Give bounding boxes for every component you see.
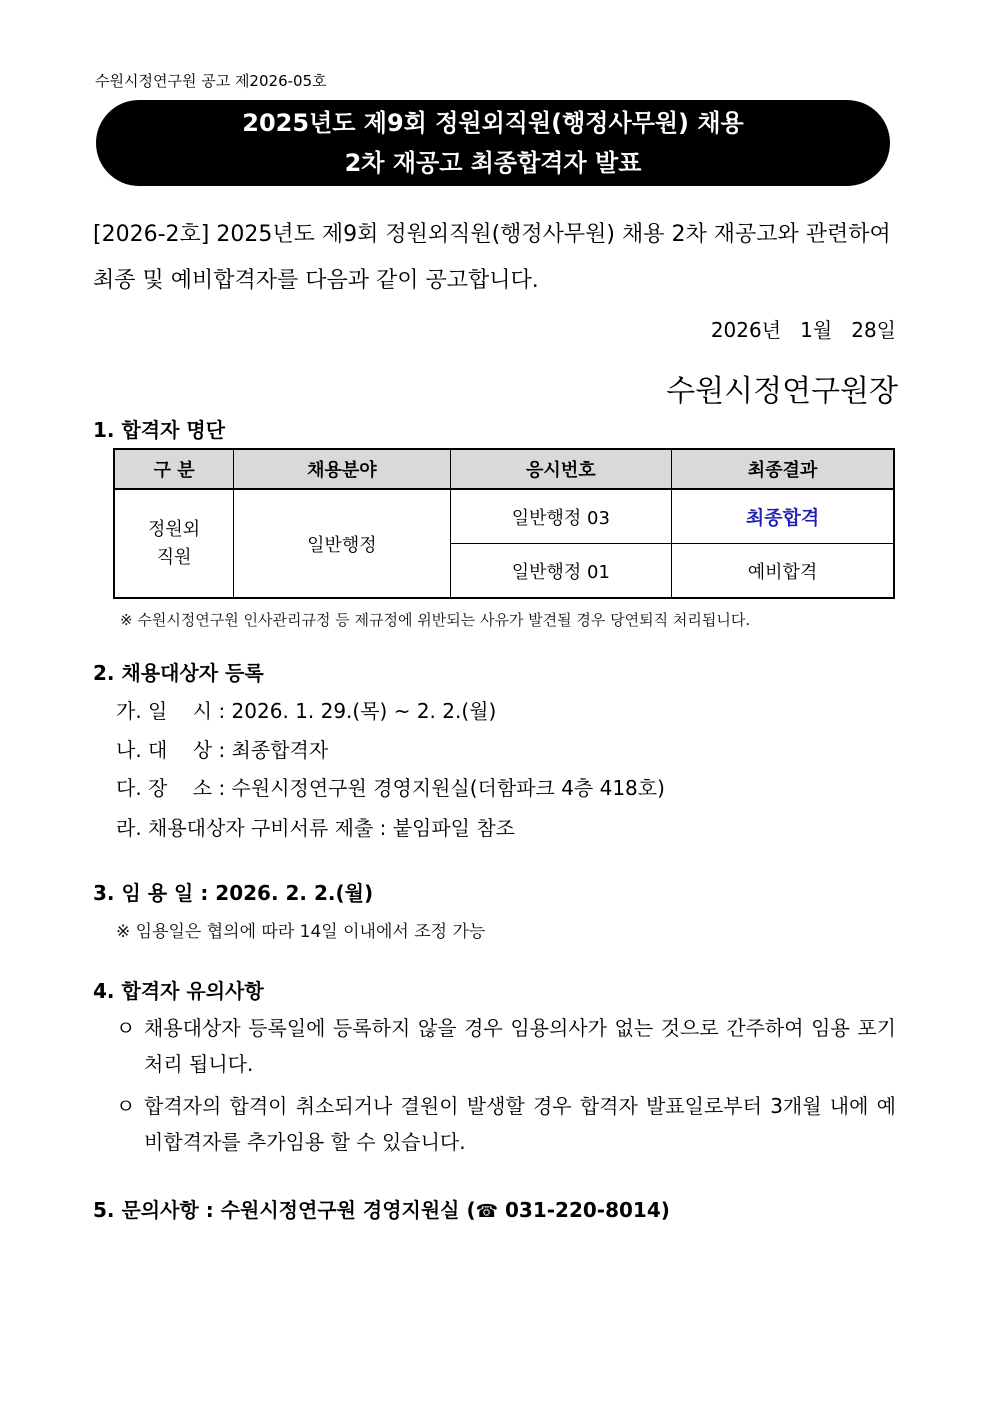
cell-result: 예비합격: [672, 544, 894, 599]
registration-item: 나. 대 상 : 최종합격자: [116, 738, 329, 762]
issuer-name: 수원시정연구원장: [666, 374, 898, 409]
section3-note: ※ 임용일은 협의에 따라 14일 이내에서 조정 가능: [116, 922, 486, 942]
notice-bullet: [116, 1088, 896, 1160]
announcement-date: 2026년 1월 28일: [710, 318, 896, 342]
notice-bullet: [116, 1010, 896, 1082]
cell-field: 일반행정: [234, 489, 450, 598]
registration-item: 가. 일 시 : 2026. 1. 29.(목) ~ 2. 2.(월): [116, 699, 497, 723]
section5-heading: [93, 1194, 670, 1223]
phone-icon: ☎: [475, 1201, 499, 1222]
cell-number: 일반행정 01: [450, 544, 671, 599]
intro-line-2: 최종 및 예비합격자를 다음과 같이 공고합니다.: [93, 268, 539, 293]
bullet-text: 채용대상자 등록일에 등록하지 않을 경우 임용의사가 없는 것으로 간주하여 임용 포기처리 됩니다.: [144, 1016, 896, 1076]
section4-heading: 4. 합격자 유의사항: [93, 979, 264, 1003]
results-table: [113, 448, 895, 599]
registration-item: 다. 장 소 : 수원시정연구원 경영지원실(더함파크 4층 418호): [116, 776, 665, 800]
cell-number: 일반행정 03: [450, 489, 671, 544]
header-number: 응시번호: [450, 449, 671, 489]
section1-heading: 1. 합격자 명단: [93, 418, 226, 442]
header-field: 채용분야: [234, 449, 450, 489]
bullet-symbol: ㅇ: [116, 1094, 136, 1118]
registration-item: 라. 채용대상자 구비서류 제출 : 붙임파일 참조: [116, 816, 515, 840]
bullet-symbol: ㅇ: [116, 1016, 136, 1040]
header-result: 최종결과: [672, 449, 894, 489]
section3-heading: 3. 임 용 일 : 2026. 2. 2.(월): [93, 881, 374, 905]
notice-number: 수원시정연구원 공고 제2026-05호: [95, 72, 327, 90]
title-banner: [96, 100, 890, 186]
table-row: [114, 489, 894, 544]
section1-note: ※ 수원시정연구원 인사관리규정 등 제규정에 위반되는 사유가 발견될 경우 당연퇴직 처리됩니다.: [120, 611, 751, 629]
section2-heading: 2. 채용대상자 등록: [93, 661, 264, 685]
header-category: 구 분: [114, 449, 234, 489]
intro-paragraph: [93, 212, 893, 304]
cell-result: 최종합격: [672, 489, 894, 544]
cell-category: 정원외 직원: [114, 489, 234, 598]
contact-phone: 031-220-8014): [504, 1198, 670, 1222]
bullet-text: 합격자의 합격이 취소되거나 결원이 발생할 경우 합격자 발표일로부터 3개월 내에 예비합격자를 추가임용 할 수 있습니다.: [144, 1094, 896, 1154]
title-line-2: 2차 재공고 최종합격자 발표: [344, 149, 642, 177]
table-header-row: [114, 449, 894, 489]
title-line-1: 2025년도 제9회 정원외직원(행정사무원) 채용: [242, 109, 744, 137]
intro-line-1: [2026-2호] 2025년도 제9회 정원외직원(행정사무원) 채용 2차 재공고와 관련하여: [93, 222, 891, 247]
contact-label: 5. 문의사항 : 수원시정연구원 경영지원실 (: [93, 1198, 476, 1222]
